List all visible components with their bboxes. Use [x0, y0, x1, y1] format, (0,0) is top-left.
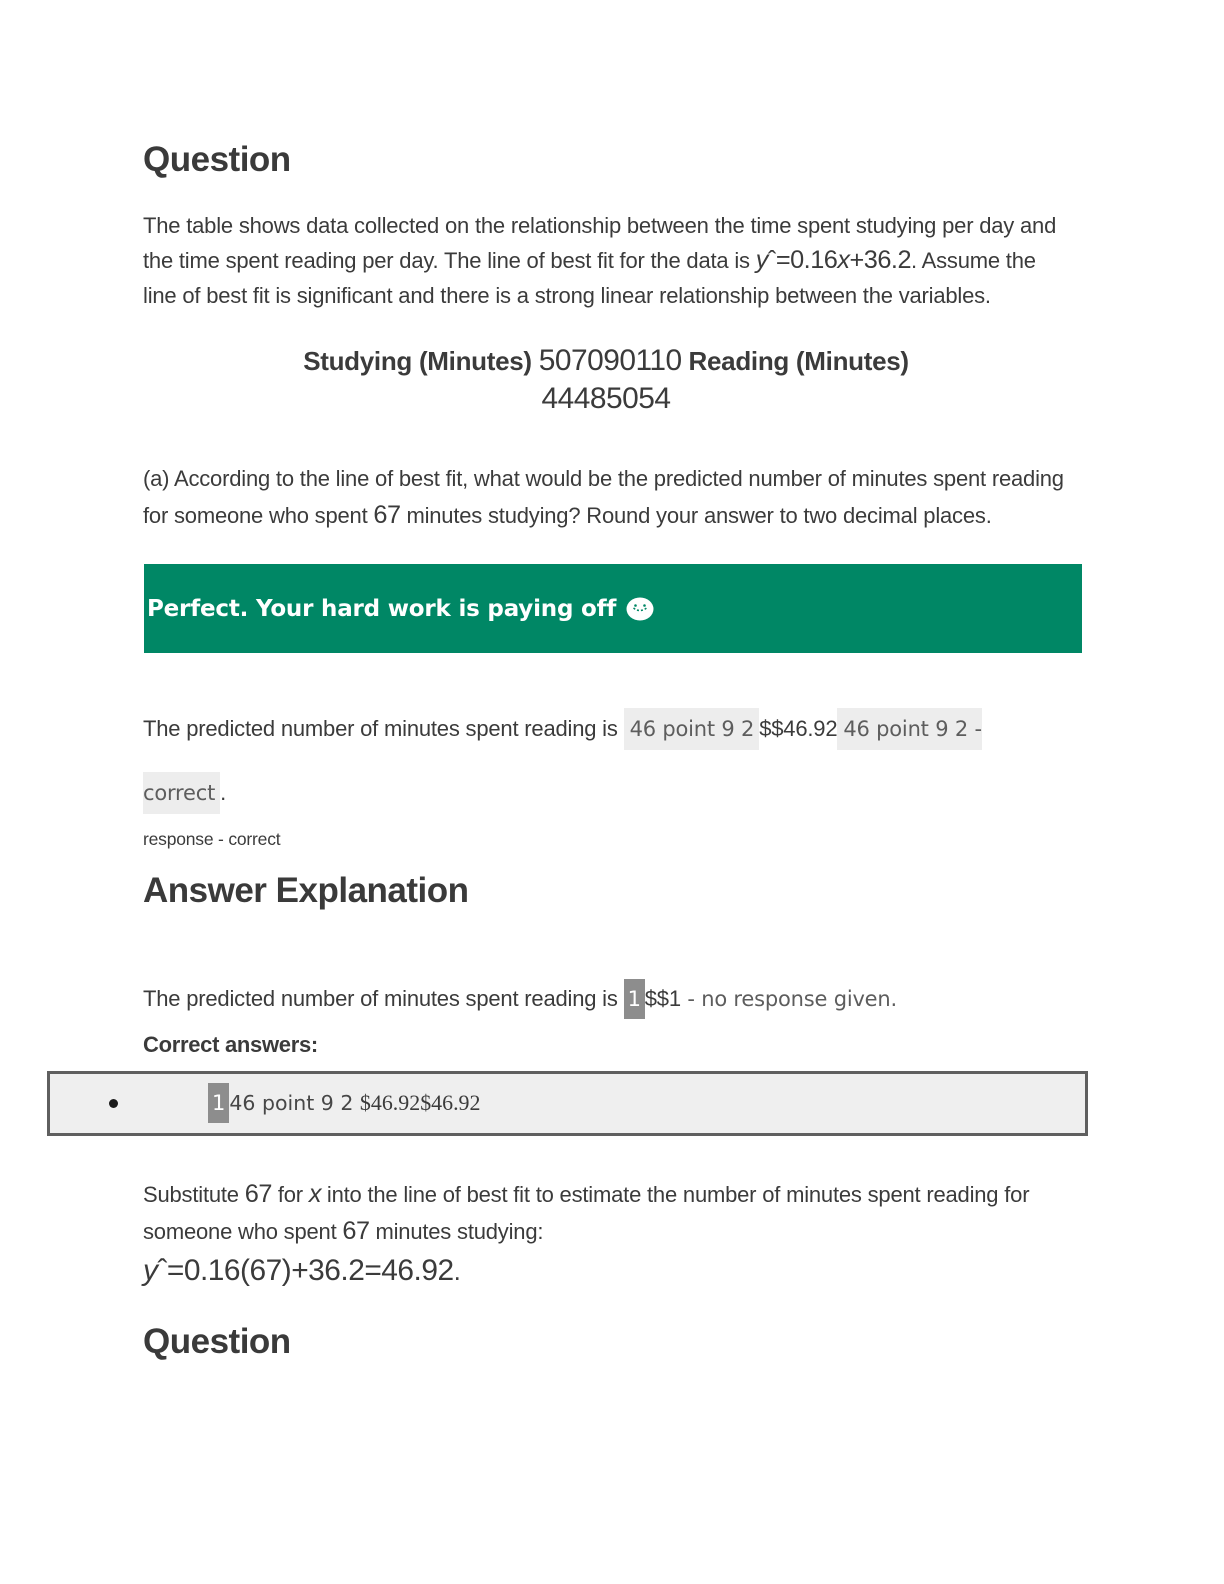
text-segment: $46.92$46.92 — [359, 1090, 481, 1116]
text-segment: x — [308, 1179, 321, 1208]
text-segment: minutes studying: — [369, 1218, 544, 1244]
best-fit-equation — [143, 1250, 1069, 1292]
next-question-heading: Question — [143, 1321, 291, 1361]
text-segment: 46 point 9 2 — [624, 708, 760, 750]
text-segment: 46 point 9 2 - correct — [143, 708, 982, 814]
text-segment: 507090110 — [538, 344, 682, 378]
text-segment: for — [271, 1181, 309, 1207]
success-banner — [144, 564, 1082, 653]
text-segment: ˆ=0.16 — [767, 246, 838, 275]
question-intro-paragraph — [143, 209, 1069, 314]
grinning-face-emoji — [625, 595, 655, 622]
text-segment: 67 — [244, 1179, 272, 1208]
data-table-text — [266, 342, 946, 418]
correct-answer-box — [47, 1071, 1088, 1136]
text-segment: Reading (Minutes) — [688, 346, 909, 377]
text-segment: 1 — [208, 1083, 229, 1123]
question-part-a-paragraph — [143, 460, 1069, 534]
explanation-response-paragraph — [143, 966, 1069, 1032]
text-segment: (a) According to the line of best fit, what would be the predicted number of minutes spent reading for someone who spent — [143, 466, 1064, 529]
text-segment: 67 — [342, 1216, 370, 1245]
text-segment: $$1 — [644, 985, 681, 1011]
text-segment: The predicted number of minutes spent reading is — [143, 985, 624, 1011]
predicted-result-paragraph — [143, 697, 1069, 825]
main-content — [143, 142, 1069, 1361]
text-segment: 1 — [624, 979, 645, 1019]
bullet-icon — [109, 1099, 118, 1108]
explanation-detail-paragraph — [143, 1176, 1069, 1292]
text-segment: The predicted number of minutes spent reading is — [143, 716, 624, 742]
correct-answers-label: Correct answers: — [143, 1031, 318, 1057]
response-status-note: response - correct — [143, 829, 281, 850]
text-segment: into the line of best fit to estimate the number of minutes spent reading for someone who spent — [143, 1181, 1030, 1244]
text-segment: 46 point 9 2 — [229, 1091, 360, 1116]
success-banner-text: Perfect. Your hard work is paying off — [147, 595, 617, 622]
text-segment: . — [220, 780, 227, 806]
text-segment: - no response given. — [680, 986, 897, 1011]
text-segment: Substitute — [143, 1181, 245, 1207]
question-heading: Question — [143, 140, 291, 179]
text-segment — [682, 346, 689, 376]
text-segment: 67 — [373, 501, 401, 530]
text-segment: $$46.92 — [759, 716, 838, 742]
text-segment: The table shows data collected on the relationship between the time spent studying per day and the time spent reading per day. The line of best fit for the data is — [143, 212, 1057, 274]
text-segment: y — [755, 246, 768, 275]
answer-explanation-heading: Answer Explanation — [143, 871, 469, 911]
text-segment: x — [837, 246, 850, 275]
text-segment: 44485054 — [541, 382, 671, 416]
text-segment: ˆ=0.16(67)+36.2=46.92 — [157, 1253, 454, 1287]
text-segment: Studying (Minutes) — [303, 346, 539, 377]
text-segment: . — [453, 1255, 461, 1286]
text-segment: +36.2 — [849, 246, 912, 275]
text-segment: minutes studying? Round your answer to two decimal places. — [400, 503, 992, 529]
correct-answer-item — [208, 1090, 480, 1116]
text-segment: . Assume the line of best fit is significant and there is a strong linear relationship between the variables. — [143, 248, 1036, 308]
text-segment: y — [143, 1253, 158, 1287]
explanation-detail-text — [143, 1179, 1030, 1245]
